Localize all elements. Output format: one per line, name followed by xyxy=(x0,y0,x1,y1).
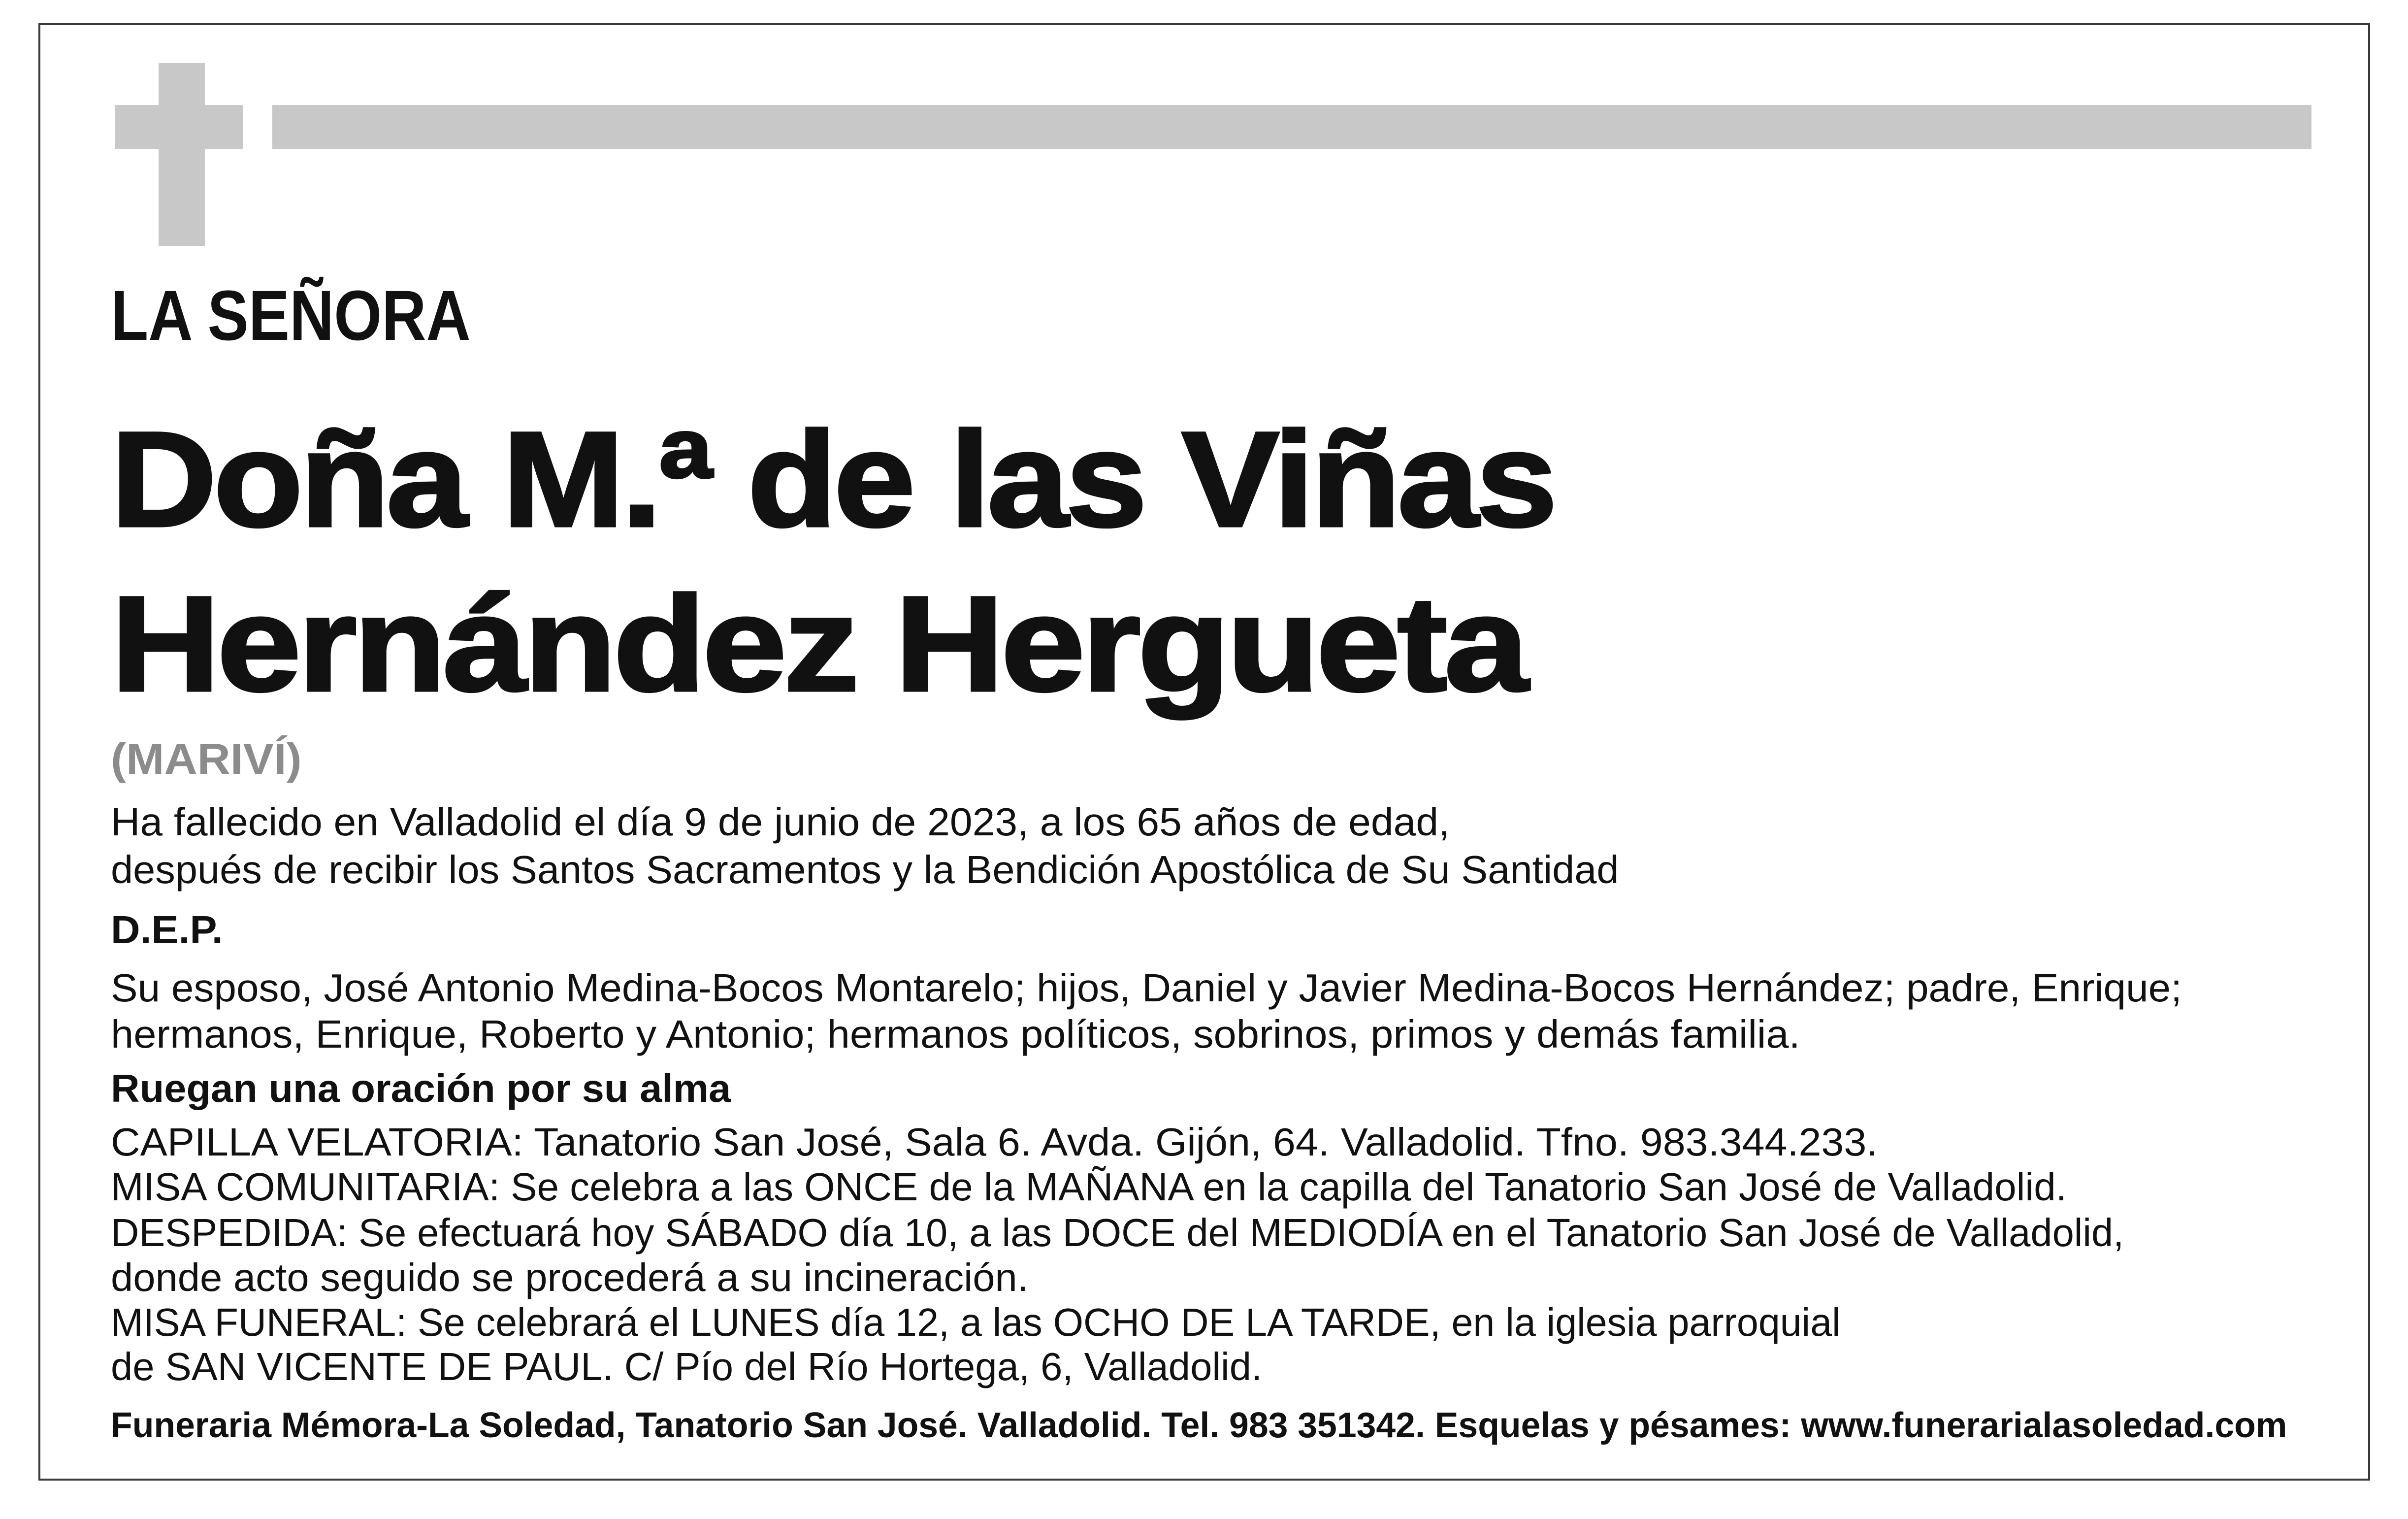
deceased-name-line-2: Hernández Hergueta xyxy=(111,568,1526,720)
header-rule xyxy=(272,105,2311,149)
service-line: de SAN VICENTE DE PAUL. C/ Pío del Río Hortega, 6, Valladolid. xyxy=(111,1345,1263,1388)
nickname: (MARIVÍ) xyxy=(111,734,302,783)
obituary-frame xyxy=(38,23,2370,1481)
service-line: donde acto seguido se procederá a su incineración. xyxy=(111,1255,1029,1299)
death-notice-line: después de recibir los Santos Sacramentos y la Bendición Apostólica de Su Santidad xyxy=(111,848,1619,892)
cross-horizontal-bar xyxy=(115,105,243,149)
death-notice-line: Ha fallecido en Valladolid el día 9 de junio de 2023, a los 65 años de edad, xyxy=(111,800,1450,844)
service-line: MISA FUNERAL: Se celebrará el LUNES día 12, a las OCHO DE LA TARDE, en la iglesia parroquial xyxy=(111,1300,1841,1344)
funeral-home-footer: Funeraria Mémora-La Soledad, Tanatorio San José. Valladolid. Tel. 983 351342. Esquelas y pésames: www.funerarialasoledad.com xyxy=(111,1406,2287,1445)
deceased-name-line-1: Doña M.ª de las Viñas xyxy=(111,404,1555,555)
family-line: Su esposo, José Antonio Medina-Bocos Montarelo; hijos, Daniel y Javier Medina-Bocos Hernández; padre, Enrique; xyxy=(111,966,2182,1010)
rip-label: D.E.P. xyxy=(111,908,223,952)
latin-cross-icon xyxy=(115,63,243,246)
service-line: MISA COMUNITARIA: Se celebra a las ONCE de la MAÑANA en la capilla del Tanatorio San José de Valladolid. xyxy=(111,1165,2067,1209)
prayer-request: Ruegan una oración por su alma xyxy=(111,1066,731,1110)
cross-vertical-bar xyxy=(159,63,205,246)
service-line: DESPEDIDA: Se efectuará hoy SÁBADO día 10, a las DOCE del MEDIODÍA en el Tanatorio San José de Valladolid, xyxy=(111,1211,2124,1255)
service-line: CAPILLA VELATORIA: Tanatorio San José, Sala 6. Avda. Gijón, 64. Valladolid. Tfno. 983.344.233. xyxy=(111,1120,1878,1164)
title-label: LA SEÑORA xyxy=(111,276,471,355)
family-line: hermanos, Enrique, Roberto y Antonio; hermanos políticos, sobrinos, primos y demás familia. xyxy=(111,1012,1800,1056)
